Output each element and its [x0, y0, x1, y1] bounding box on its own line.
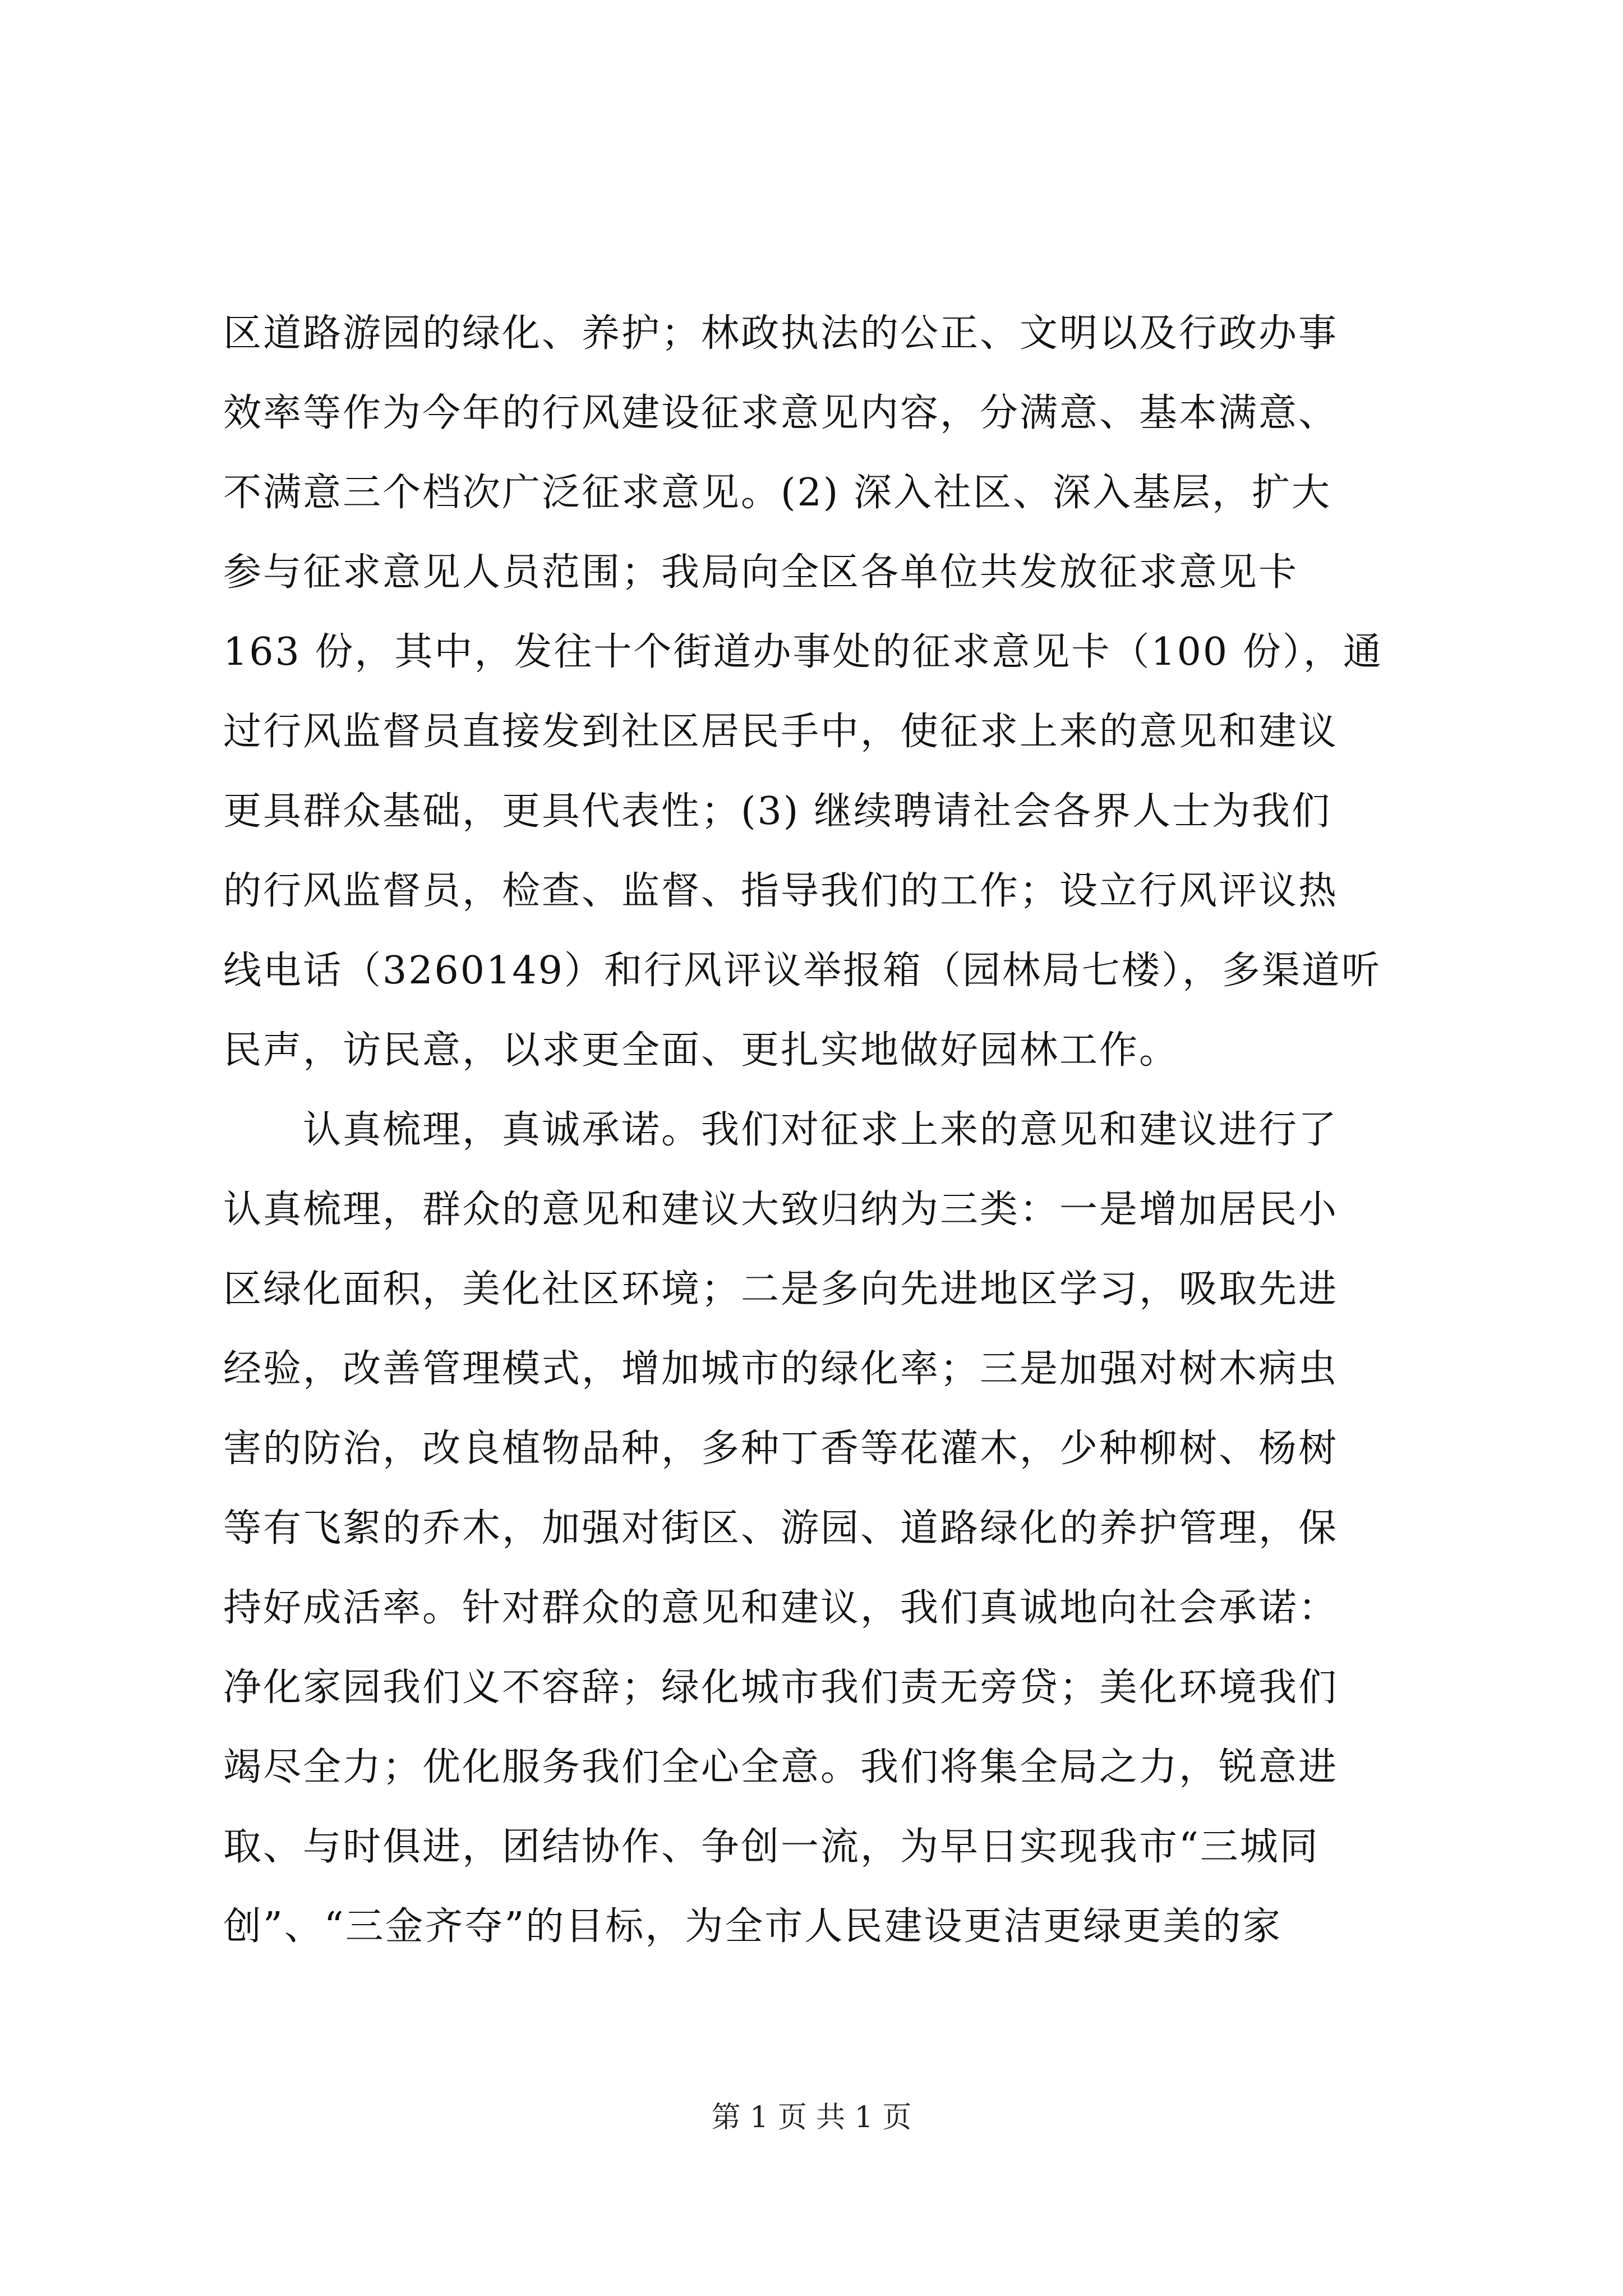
body-line: 经验，改善管理模式，增加城市的绿化率；三是加强对树木病虫 [223, 1347, 1339, 1391]
body-line: 认真梳理，群众的意见和建议大致归纳为三类：一是增加居民小 [223, 1188, 1339, 1232]
page-footer: 第 1 页 共 1 页 [711, 2101, 912, 2134]
body-line: 持好成活率。针对群众的意见和建议，我们真诚地向社会承诺： [223, 1586, 1339, 1630]
body-line: 民声，访民意，以求更全面、更扎实地做好园林工作。 [223, 1028, 1179, 1073]
body-line: 不满意三个档次广泛征求意见。(2) 深入社区、深入基层，扩大 [223, 471, 1331, 515]
body-line: 过行风监督员直接发到社区居民手中，使征求上来的意见和建议 [223, 710, 1339, 754]
body-line: 效率等作为今年的行风建设征求意见内容，分满意、基本满意、 [223, 391, 1339, 435]
body-line: 线电话（3260149）和行风评议举报箱（园林局七楼），多渠道听 [223, 949, 1381, 993]
paragraph-first-line: 认真梳理，真诚承诺。我们对征求上来的意见和建议进行了 [303, 1108, 1339, 1152]
body-line: 害的防治，改良植物品种，多种丁香等花灌木，少种柳树、杨树 [223, 1427, 1339, 1471]
body-line: 竭尽全力；优化服务我们全心全意。我们将集全局之力，锐意进 [223, 1745, 1339, 1789]
body-line: 163 份，其中，发往十个街道办事处的征求意见卡（100 份），通 [223, 630, 1383, 674]
body-line: 净化家园我们义不容辞；绿化城市我们责无旁贷；美化环境我们 [223, 1665, 1339, 1710]
body-line: 等有飞絮的乔木，加强对街区、游园、道路绿化的养护管理，保 [223, 1506, 1339, 1550]
body-line: 创”、“三金齐夺”的目标，为全市人民建设更洁更绿更美的家 [223, 1904, 1283, 1949]
body-line: 参与征求意见人员范围；我局向全区各单位共发放征求意见卡 [223, 550, 1299, 595]
body-line: 的行风监督员，检查、监督、指导我们的工作；设立行风评议热 [223, 869, 1339, 913]
body-line: 区绿化面积，美化社区环境；二是多向先进地区学习，吸取先进 [223, 1267, 1339, 1312]
body-line: 区道路游园的绿化、养护；林政执法的公正、文明以及行政办事 [223, 311, 1339, 356]
body-line: 取、与时俱进，团结协作、争创一流，为早日实现我市“三城同 [223, 1825, 1320, 1869]
body-line: 更具群众基础，更具代表性；(3) 继续聘请社会各界人士为我们 [223, 789, 1331, 834]
